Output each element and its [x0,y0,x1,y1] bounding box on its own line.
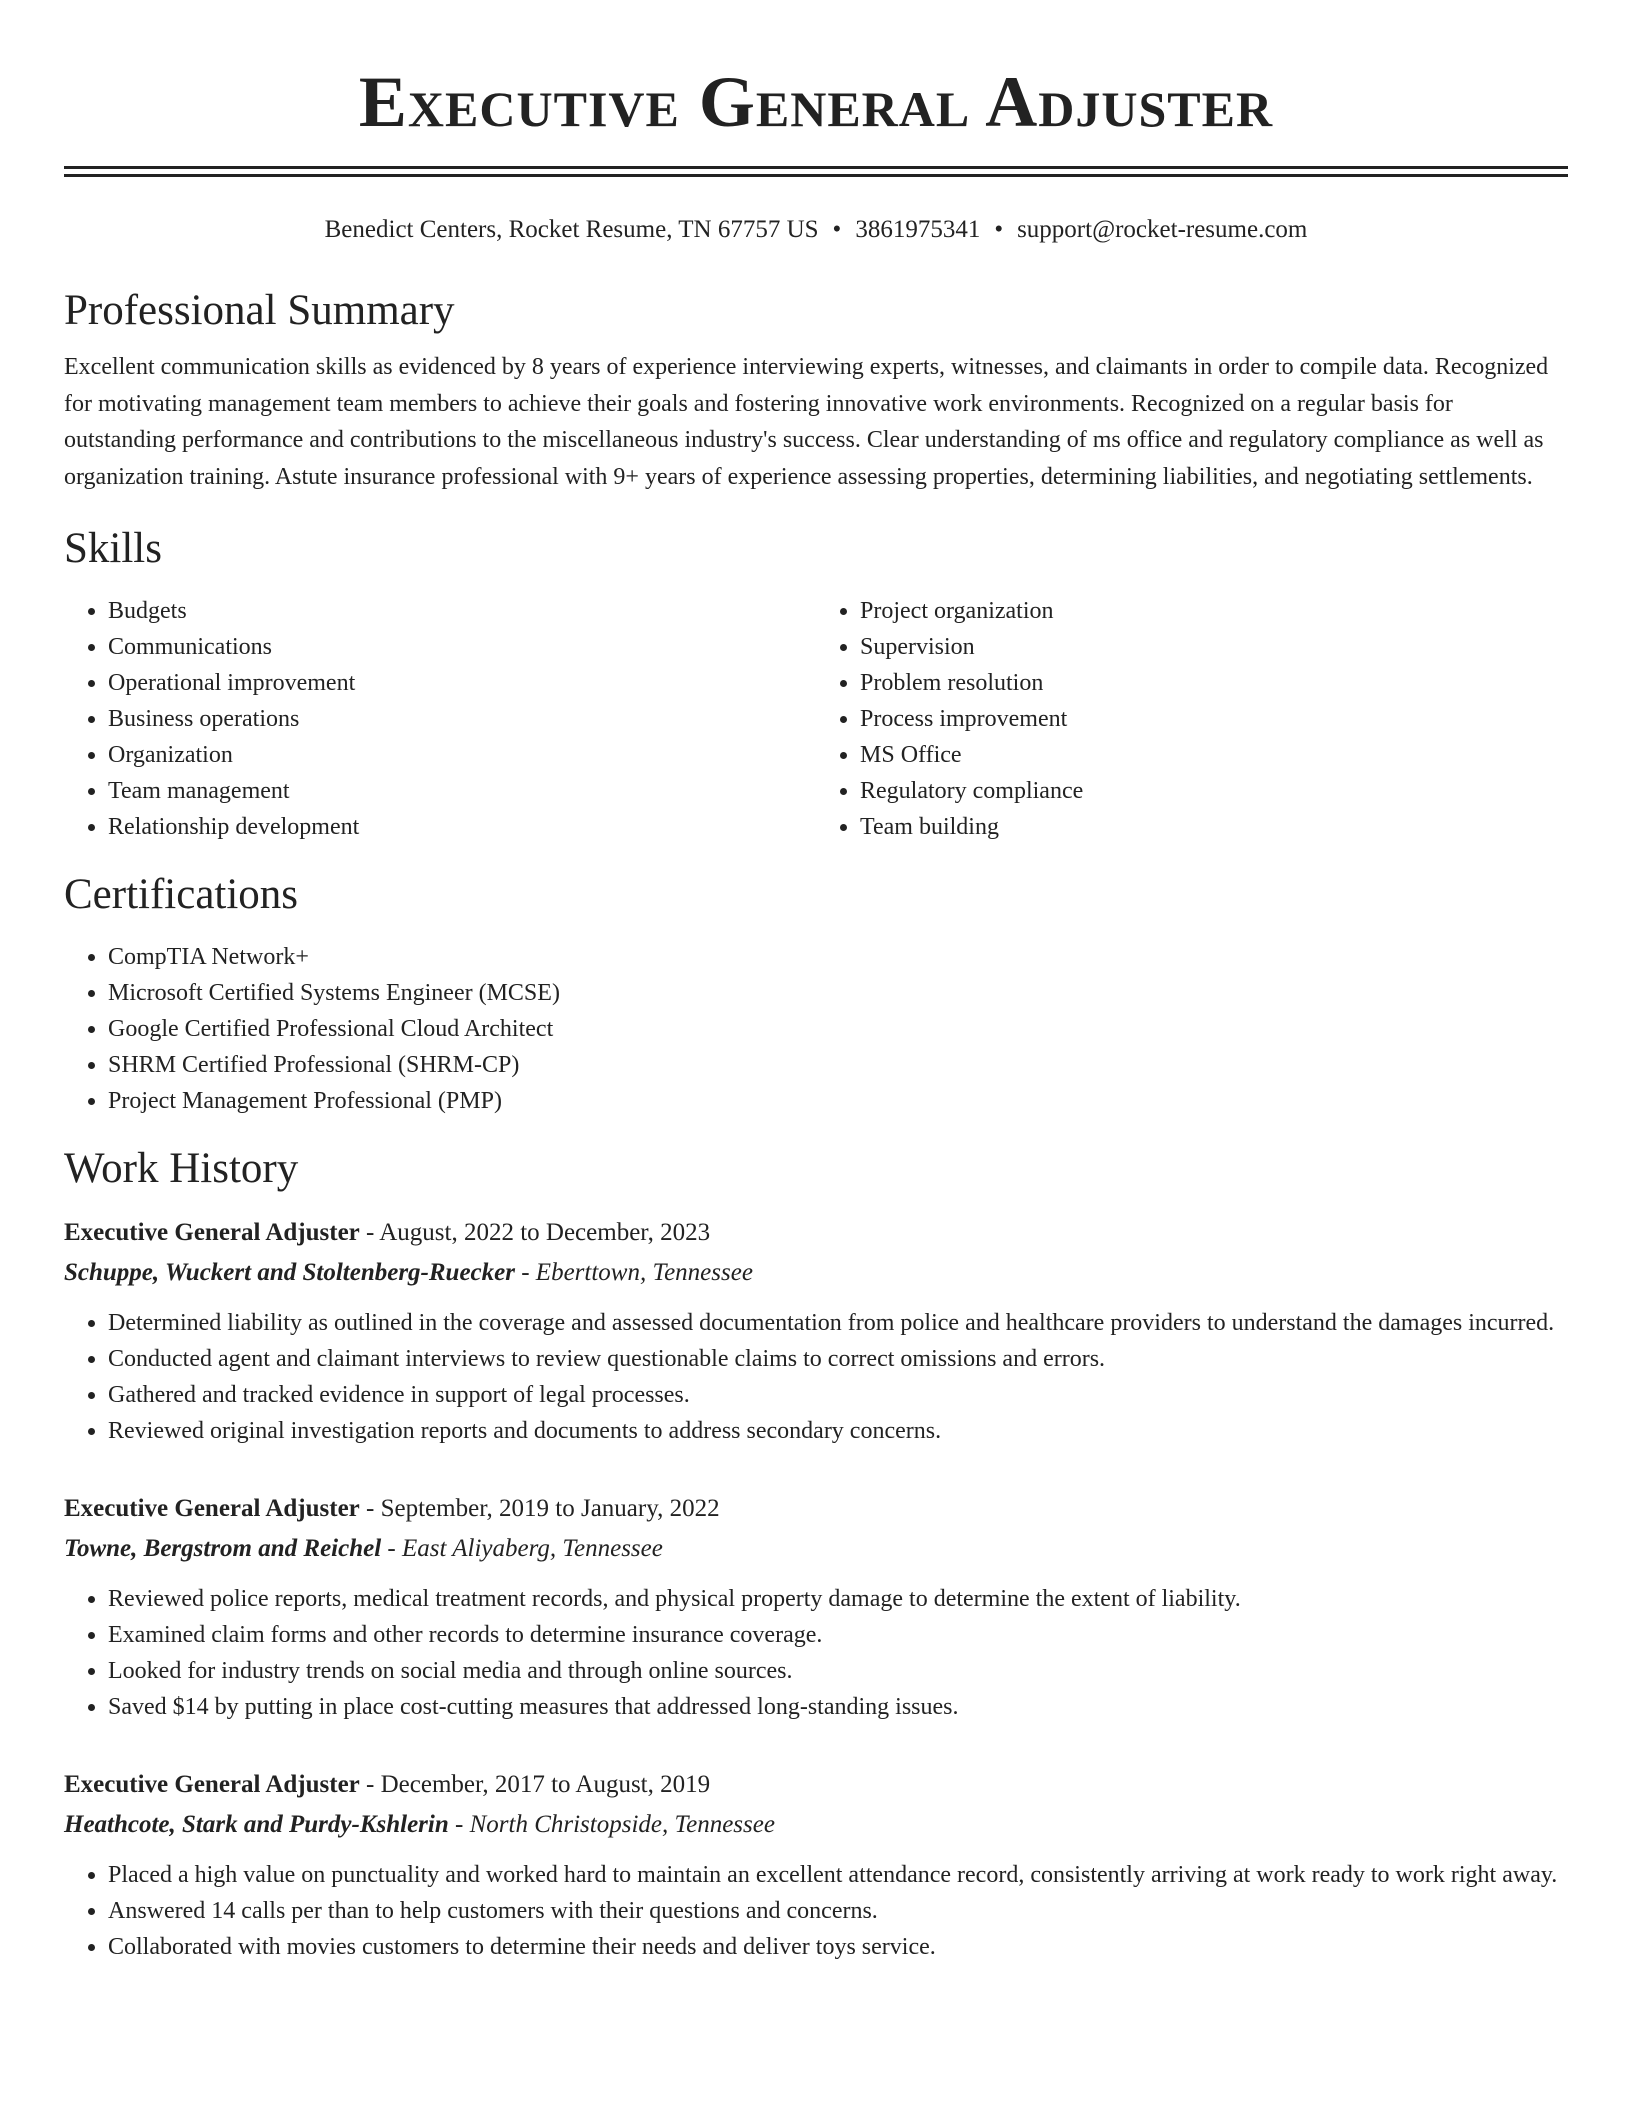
skills-heading: Skills [64,525,162,572]
resume-page [64,0,1568,1965]
job-company-line [64,1253,1568,1293]
job-role: Executive General Adjuster [64,1771,360,1798]
skills-right-list [816,593,1568,845]
skills-section [64,523,1568,845]
work-history-section [64,1143,1568,1965]
list-item: • Operational improvement [108,665,816,701]
contact-address: Benedict Centers, Rocket Resume, TN 67757 US [324,216,819,243]
contact-separator: • [994,216,1004,243]
job-dash: - [514,1259,536,1286]
summary-heading: Professional Summary [64,287,455,334]
job-dash: - [448,1811,470,1838]
list-item: • Google Certified Professional Cloud Architect [108,1011,1568,1047]
job-company: Towne, Bergstrom and Reichel [64,1535,382,1562]
job-entry [64,1765,1568,1965]
list-item: • Communications [108,629,816,665]
list-item: • Business operations [108,701,816,737]
job-bullet: • Reviewed original investigation reports and documents to address secondary concerns. [108,1413,1568,1449]
job-company-line [64,1805,1568,1845]
job-list [64,1213,1568,1965]
job-bullet: • Reviewed police reports, medical treatment records, and physical property damage to determine the extent of liability. [108,1581,1568,1617]
job-bullet: • Looked for industry trends on social media and through online sources. [108,1653,1568,1689]
contact-line [64,215,1568,245]
job-title-line [64,1765,1568,1805]
skills-left-list [64,593,816,845]
list-item: • Project Management Professional (PMP) [108,1083,1568,1119]
title-double-rule [64,166,1568,177]
list-item: • Organization [108,737,816,773]
job-entry [64,1489,1568,1725]
job-bullet: • Answered 14 calls per than to help customers with their questions and concerns. [108,1893,1568,1929]
job-bullet: • Determined liability as outlined in the coverage and assessed documentation from police and healthcare providers to understand the damages incurred. [108,1305,1568,1341]
work-history-heading: Work History [64,1145,299,1192]
job-bullets [64,1581,1568,1725]
job-dates: December, 2017 to August, 2019 [380,1771,711,1798]
summary-text: Excellent communication skills as evidenced by 8 years of experience interviewing experts, witnesses, and claimants in order to compile data. Recognized for motivating management team members to achieve their goals and fostering innovative work environments. Recognized on a regular basis for outstanding performance and contributions to the miscellaneous industry's success. Clear understanding of ms office and regulatory compliance as well as organization training. Astute insurance professional with 9+ years of experience assessing properties, determining liabilities, and negotiating settlements. [64,354,1549,490]
job-bullets [64,1857,1568,1965]
contact-separator: • [832,216,842,243]
job-title-line [64,1213,1568,1253]
job-dash: - [359,1219,380,1246]
list-item: • SHRM Certified Professional (SHRM-CP) [108,1047,1568,1083]
job-bullets [64,1305,1568,1449]
job-company: Heathcote, Stark and Purdy-Kshlerin [64,1811,449,1838]
job-entry [64,1213,1568,1449]
job-dates: September, 2019 to January, 2022 [380,1495,720,1522]
skills-columns [64,593,1568,845]
job-bullet: • Conducted agent and claimant interviews to review questionable claims to correct omissions and errors. [108,1341,1568,1377]
job-role: Executive General Adjuster [64,1219,360,1246]
list-item: • Project organization [860,593,1568,629]
list-item: • Budgets [108,593,816,629]
job-bullet: • Saved $14 by putting in place cost-cutting measures that addressed long-standing issues. [108,1689,1568,1725]
job-role: Executive General Adjuster [64,1495,360,1522]
certifications-heading: Certifications [64,871,299,918]
job-dates: August, 2022 to December, 2023 [379,1219,711,1246]
job-company-line [64,1529,1568,1569]
certifications-list [64,939,1568,1119]
list-item: • CompTIA Network+ [108,939,1568,975]
list-item: • Process improvement [860,701,1568,737]
job-title-line [64,1489,1568,1529]
contact-phone: 3861975341 [855,216,981,243]
list-item: • MS Office [860,737,1568,773]
list-item: • Regulatory compliance [860,773,1568,809]
job-bullet: • Gathered and tracked evidence in support of legal processes. [108,1377,1568,1413]
job-location: Eberttown, Tennessee [535,1259,753,1286]
job-company: Schuppe, Wuckert and Stoltenberg-Ruecker [64,1259,515,1286]
list-item: • Team management [108,773,816,809]
job-location: East Aliyaberg, Tennessee [402,1535,663,1562]
job-bullet: • Collaborated with movies customers to determine their needs and deliver toys service. [108,1929,1568,1965]
list-item: • Relationship development [108,809,816,845]
list-item: • Microsoft Certified Systems Engineer (MCSE) [108,975,1568,1011]
contact-email: support@rocket-resume.com [1017,216,1308,243]
list-item: • Problem resolution [860,665,1568,701]
job-dash: - [359,1771,381,1798]
list-item: • Supervision [860,629,1568,665]
summary-section [64,285,1568,495]
job-location: North Christopside, Tennessee [469,1811,775,1838]
job-dash: - [359,1495,381,1522]
job-bullet: • Examined claim forms and other records to determine insurance coverage. [108,1617,1568,1653]
job-bullet: • Placed a high value on punctuality and worked hard to maintain an excellent attendance record, consistently arriving at work ready to work right away. [108,1857,1568,1893]
job-dash: - [381,1535,402,1562]
certifications-section [64,869,1568,1119]
resume-title: Executive General Adjuster [358,62,1274,142]
list-item: • Team building [860,809,1568,845]
